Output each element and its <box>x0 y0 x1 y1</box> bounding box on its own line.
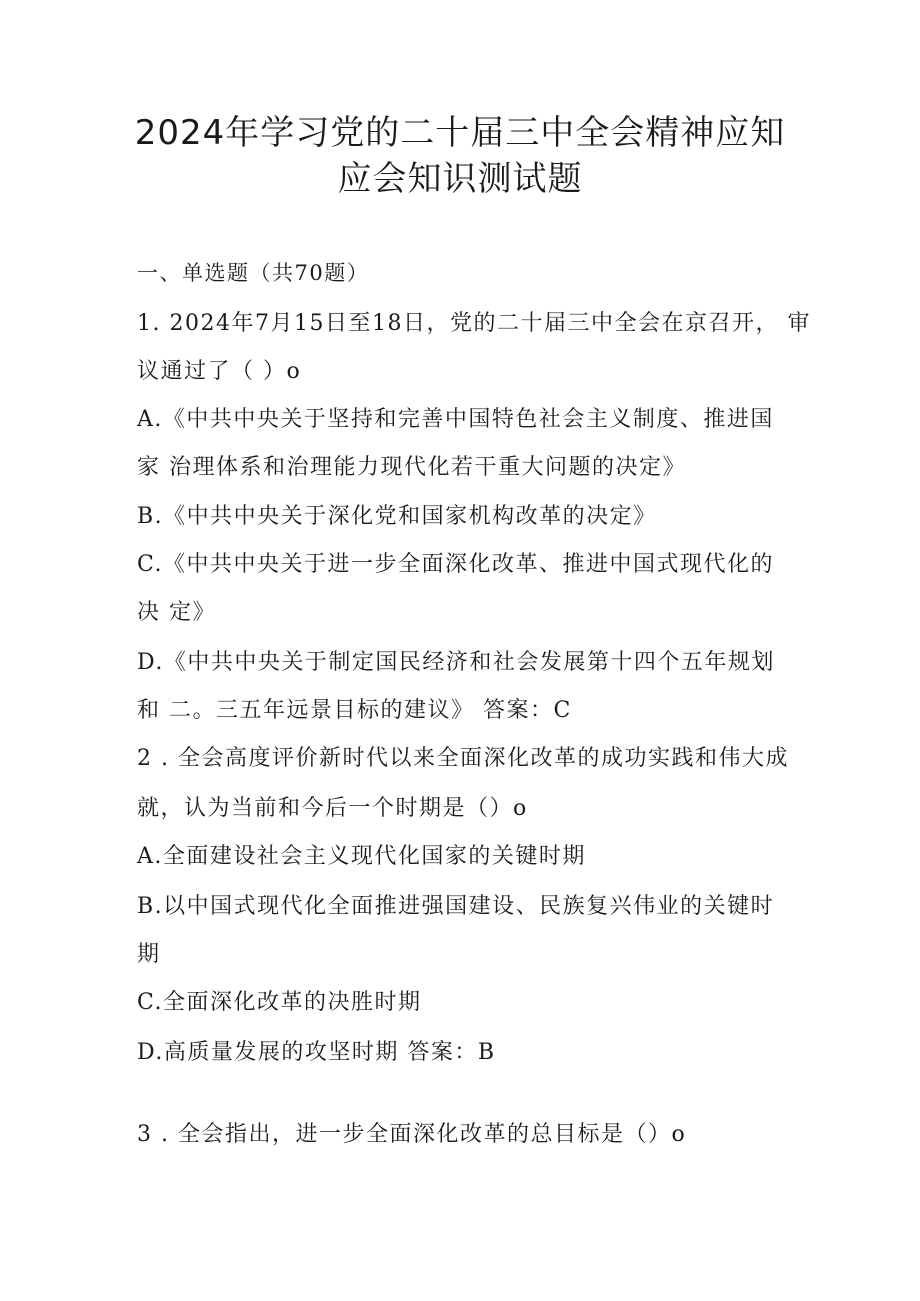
q1-option-d-line-2: 和 二。三五年远景目标的建议》 答案：C <box>137 698 572 723</box>
document-title-line-2: 应会知识测试题 <box>337 159 583 199</box>
q1-option-d-line-1: D.《中共中央关于制定国民经济和社会发展第十四个五年规划 <box>137 650 775 675</box>
q2-option-b-line-1: B.以中国式现代化全面推进强国建设、民族复兴伟业的关键时 <box>137 894 775 919</box>
q1-option-b: B.《中共中央关于深化党和国家机构改革的决定》 <box>137 504 657 529</box>
q1-stem-line-1: 1. 2024年7月15日至18日，党的二十届三中全会在京召开， 审 <box>137 311 811 336</box>
q2-option-b-line-2: 期 <box>137 942 161 967</box>
q2-option-d: D.高质量发展的攻坚时期 答案：B <box>137 1040 496 1065</box>
q1-option-a-line-1: A.《中共中央关于坚持和完善中国特色社会主义制度、推进国 <box>137 407 774 432</box>
document-title-line-1: 2024年学习党的二十届三中全会精神应知 <box>134 113 786 153</box>
q1-stem-line-2: 议通过了（ ）o <box>137 359 302 384</box>
q1-option-c-line-1: C.《中共中央关于进一步全面深化改革、推进中国式现代化的 <box>137 552 775 577</box>
q1-option-a-line-2: 家 治理体系和治理能力现代化若干重大问题的决定》 <box>137 455 686 480</box>
q2-stem-line-2: 就，认为当前和今后一个时期是（）o <box>137 796 528 821</box>
q3-stem: 3 . 全会指出，进一步全面深化改革的总目标是（）o <box>137 1122 687 1147</box>
q2-stem-line-1: 2 . 全会高度评价新时代以来全面深化改革的成功实践和伟大成 <box>137 746 789 771</box>
section-heading: 一、单选题（共70题） <box>137 261 370 285</box>
q1-option-c-line-2: 决 定》 <box>137 600 216 625</box>
q2-option-c: C.全面深化改革的决胜时期 <box>137 990 422 1015</box>
q2-option-a: A.全面建设社会主义现代化国家的关键时期 <box>137 844 586 869</box>
